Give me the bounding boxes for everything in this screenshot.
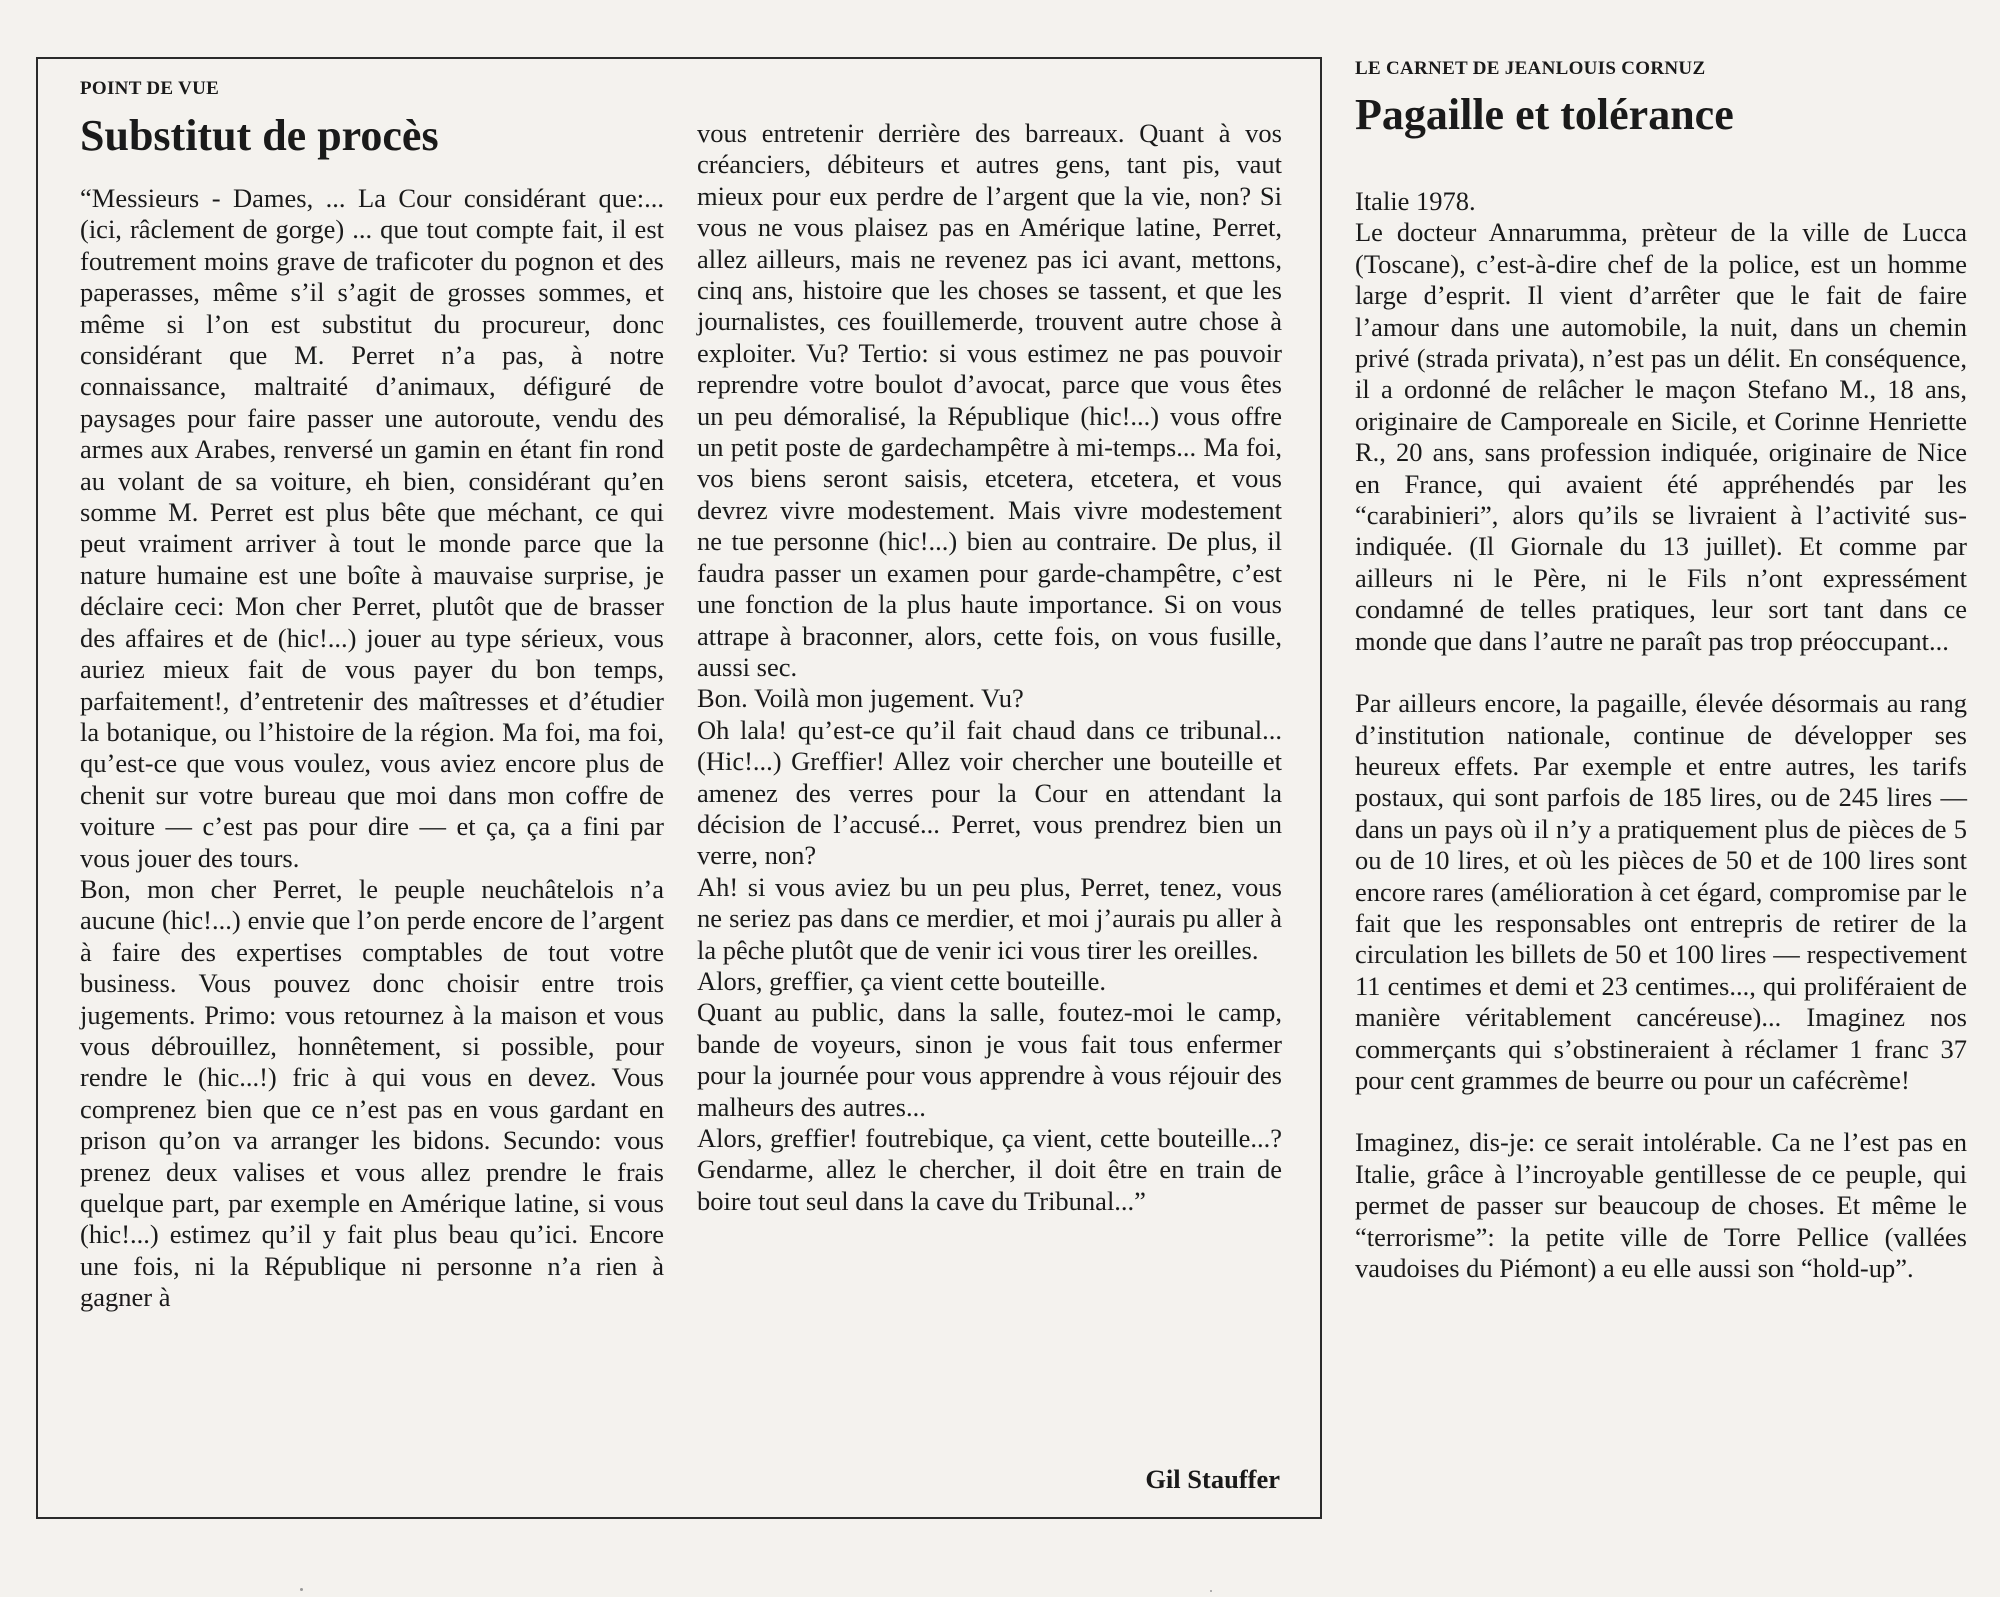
scan-speck: [1210, 1590, 1212, 1592]
left-article-column-2: [697, 118, 1282, 1217]
paragraph: Alors, greffier! foutrebique, ça vient, cette bouteille...? Gendarme, allez le chercher, il doit être en train de boire tout seul dans la cave du Tribunal...”: [697, 1123, 1282, 1216]
paragraph: Bon, mon cher Perret, le peuple neuchâtelois n’a aucune (hic!...) envie que l’on perde encore de l’argent à faire des expertises comptables de tout votre business. Vous pouvez donc choisir entre trois jugements. Primo: vous retournez à la maison et vous vous débrouillez, honnêtement, si possible, pour rendre le (hic...!) fric à qui vous en devez. Vous comprenez bien que ce n’est pas en vous gardant en prison qu’on va arranger les bidons. Secundo: vous prenez deux valises et vous allez prendre le frais quelque part, par exemple en Amérique latine, si vous (hic!...) estimez qu’il y fait plus beau qu’ici. Encore une fois, ni la République ni personne n’a rien à gagner à: [80, 873, 664, 1313]
paragraph: Alors, greffier, ça vient cette bouteille.: [697, 965, 1107, 996]
right-article-column: [1355, 186, 1967, 1284]
paragraph: vous entretenir derrière des barreaux. Quant à vos créanciers, débiteurs et autres gens, tant pis, vaut mieux pour eux perdre de l’argent que la vie, non? Si vous ne vous plaisez pas en Amérique latine, Perret, allez ailleurs, mais ne revenez pas ici avant, mettons, cinq ans, histoire que les choses se tassent, et que les journalistes, ces fouillemerde, trouvent autre chose à exploiter. Vu? Tertio: si vous estimez ne pas pouvoir reprendre votre boulot d’avocat, parce que vous êtes un peu démoralisé, la République (hic!...) vous offre un petit poste de gardechampêtre à mi-temps... Ma foi, vos biens seront saisis, etcetera, etcetera, et vous devrez vivre modestement. Mais vivre modestement ne tue personne (hic!...) bien au contraire. De plus, il faudra passer un examen pour garde-champêtre, c’est une fonction de la plus haute importance. Si on vous attrape à braconner, alors, cette fois, on vous fusille, aussi sec.: [697, 118, 1282, 682]
left-article-column-1: [80, 183, 664, 1314]
scan-speck: [300, 1588, 303, 1591]
paragraph: Quant au public, dans la salle, foutez-moi le camp, bande de voyeurs, sinon je vous fait tous enfermer pour la journée pour vous apprendre à vous réjouir des malheurs des autres...: [697, 997, 1282, 1122]
paragraph: Par ailleurs encore, la pagaille, élevée désormais au rang d’institution nationale, continue de développer ses heureux effets. Par exemple et entre autres, les tarifs postaux, qui sont parfois de 185 lires, ou de 245 lires — dans un pays où il n’y a pratiquement plus de pièces de 5 ou de 10 lires, et où les pièces de 50 et de 100 lires sont encore rares (amélioration à cet égard, compromise par le fait que les responsables ont entrepris de retirer de la circulation les billets de 50 et 100 lires — respectivement 11 centimes et demi et 23 centimes..., qui proliféraient de manière véritablement cancéreuse)... Imaginez nos commerçants qui s’obstineraient à réclamer 1 franc 37 pour cent grammes de beurre ou pour un cafécrème!: [1355, 688, 1967, 1095]
paragraph: Oh lala! qu’est-ce qu’il fait chaud dans ce tribunal... (Hic!...) Greffier! Allez voir chercher une bouteille et amenez des verres pour la Cour en attendant la décision de l’accusé... Perret, vous prendrez bien un verre, non?: [697, 714, 1282, 871]
paragraph: Italie 1978.: [1355, 186, 1476, 216]
signature: Gil Stauffer: [1145, 1464, 1280, 1494]
right-headline: Pagaille et tolérance: [1355, 90, 1734, 139]
paragraph: Le docteur Annarumma, prèteur de la ville de Lucca (Toscane), c’est-à-dire chef de la police, est un homme large d’esprit. Il vient d’arrêter que le fait de faire l’amour dans une automobile, la nuit, dans un chemin privé (strada privata), n’est pas un délit. En conséquence, il a ordonné de relâcher le maçon Stefano M., 18 ans, originaire de Camporeale en Sicile, et Corinne Henriette R., 20 ans, sans profession indiquée, originaire de Nice en France, qui avaient été appréhendés par les “carabinieri”, alors qu’ils se livraient à l’activité sus-indiquée. (Il Giornale du 13 juillet). Et comme par ailleurs ni le Père, ni le Fils n’ont expressément condamné de telles pratiques, leur sort tant dans ce monde que dans l’autre ne paraît pas trop préoccupant...: [1355, 217, 1967, 656]
paragraph: Bon. Voilà mon jugement. Vu?: [697, 683, 1024, 714]
paragraph: Imaginez, dis-je: ce serait intolérable. Ca ne l’est pas en Italie, grâce à l’incroyable gentillesse de ce peuple, qui permet de passer sur beaucoup de choses. Et même le “terrorisme”: la petite ville de Torre Pellice (vallées vaudoises du Piémont) a eu elle aussi son “hold-up”.: [1355, 1127, 1967, 1283]
left-kicker: POINT DE VUE: [80, 78, 220, 99]
paragraph: “Messieurs - Dames, ... La Cour considérant que:... (ici, râclement de gorge) ... que tout compte fait, il est foutrement moins grave de traficoter du pognon et des paperasses, même s’il s’agit de grosses sommes, et même si l’on est substitut du procureur, donc considérant que M. Perret n’a pas, à notre connaissance, maltraité d’animaux, défiguré de paysages pour faire passer une autoroute, vendu des armes aux Arabes, renversé un gamin en étant fin rond au volant de sa voiture, eh bien, considérant qu’en somme M. Perret est plus bête que méchant, ce qui peut vraiment arriver à tout le monde parce que la nature humaine est une boîte à mauvaise surprise, je déclaire ceci: Mon cher Perret, plutôt que de brasser des affaires et de (hic!...) jouer au type sérieux, vous auriez mieux fait de vous payer du bon temps, parfaitement!, d’entretenir des maîtresses et d’étudier la botanique, ou l’histoire de la région. Ma foi, ma foi, qu’est-ce que vous voulez, vous aviez encore plus de chenit sur votre bureau que moi dans mon coffre de voiture — c’est pas pour dire — et ça, ça a fini par vous jouer des tours.: [80, 183, 664, 873]
paragraph: Ah! si vous aviez bu un peu plus, Perret, tenez, vous ne seriez pas dans ce merdier, et moi j’aurais pu aller à la pêche plutôt que de venir ici vous tirer les oreilles.: [697, 871, 1282, 965]
right-kicker: LE CARNET DE JEANLOUIS CORNUZ: [1355, 58, 1706, 79]
left-headline: Substitut de procès: [80, 111, 439, 160]
